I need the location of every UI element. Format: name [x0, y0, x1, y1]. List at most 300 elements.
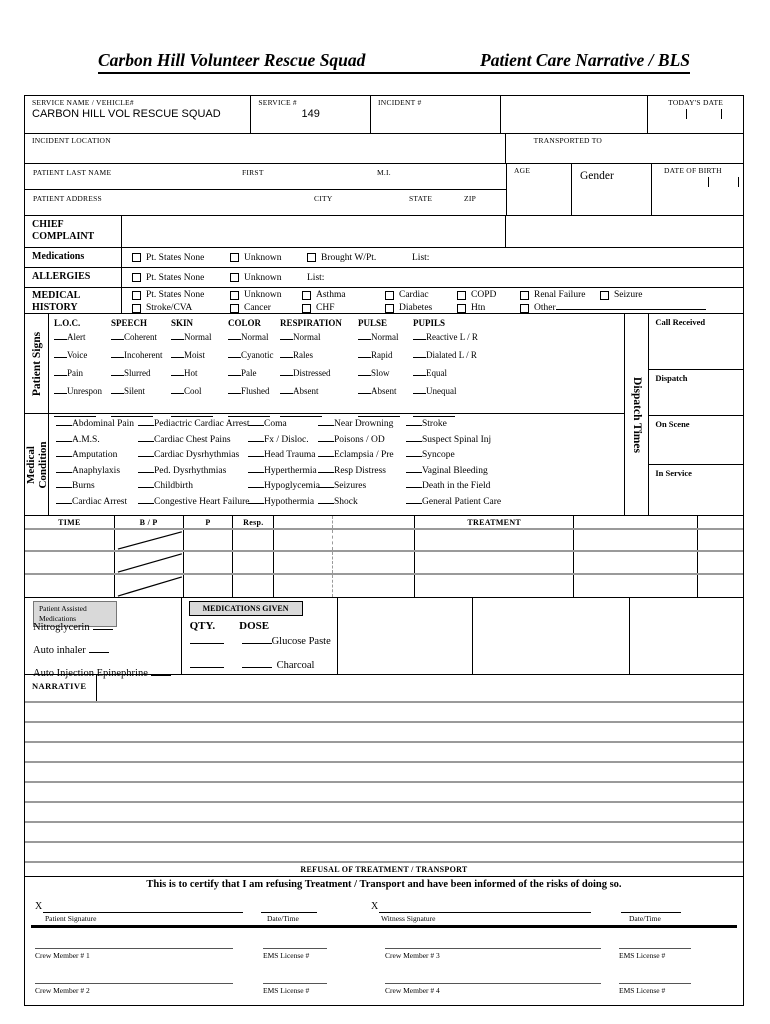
condition-option-label: Shock — [334, 496, 358, 507]
checkbox-icon[interactable] — [132, 291, 141, 300]
blank-line[interactable] — [280, 373, 293, 376]
condition-option[interactable] — [56, 466, 138, 482]
blank-line[interactable] — [228, 337, 241, 340]
blank-cell[interactable] — [333, 530, 415, 550]
transported-to-field[interactable] — [506, 134, 743, 163]
medical-history-option[interactable] — [600, 290, 643, 300]
age-field[interactable] — [507, 164, 572, 215]
condition-option[interactable] — [406, 435, 624, 451]
ems-license-line[interactable] — [619, 983, 691, 984]
blank-line[interactable] — [248, 485, 264, 488]
blank-line[interactable] — [318, 470, 334, 473]
dispatch-time-box[interactable] — [649, 314, 743, 370]
service-number-value: 149 — [301, 108, 320, 120]
incident-location-label: INCIDENT LOCATION — [32, 136, 111, 145]
blank-line[interactable] — [413, 355, 426, 358]
sign-option[interactable] — [54, 350, 111, 368]
sign-option[interactable] — [358, 386, 413, 404]
allergies-list-label: List: — [307, 272, 325, 283]
sign-option[interactable] — [54, 368, 111, 386]
blank-line[interactable] — [406, 470, 422, 473]
checkbox-icon[interactable] — [600, 291, 609, 300]
condition-option[interactable] — [406, 497, 624, 513]
medications-option-label: Unknown — [244, 252, 282, 263]
condition-option[interactable] — [248, 481, 318, 497]
condition-option[interactable] — [318, 435, 406, 451]
condition-option-label: Hyperthermia — [264, 465, 317, 476]
blank-cell[interactable] — [274, 575, 333, 597]
date-time-label: Date/Time — [629, 914, 661, 923]
checkbox-icon[interactable] — [307, 253, 316, 262]
patient-name-address — [25, 164, 507, 215]
condition-option[interactable] — [138, 450, 248, 466]
blank-line[interactable] — [318, 423, 334, 426]
blank-line[interactable] — [138, 423, 154, 426]
condition-option[interactable] — [138, 497, 248, 513]
patient-assisted-medications-label: Patient Assisted Medications — [33, 601, 117, 627]
checkbox-icon[interactable] — [385, 304, 394, 313]
blank-line[interactable] — [406, 485, 422, 488]
narrative-line[interactable] — [25, 823, 743, 843]
sign-option-label: Silent — [124, 386, 146, 396]
medical-history-option-other[interactable] — [520, 303, 706, 313]
blank-line[interactable] — [242, 665, 272, 668]
pulse-cell[interactable] — [184, 575, 234, 597]
checkbox-icon[interactable] — [457, 304, 466, 313]
blank-line[interactable] — [138, 501, 154, 504]
medical-history-option[interactable] — [302, 303, 385, 313]
sign-option[interactable] — [413, 332, 624, 350]
bp-cell[interactable] — [115, 575, 184, 597]
condition-option[interactable] — [56, 497, 138, 513]
blank-line[interactable] — [89, 650, 109, 653]
checkbox-icon[interactable] — [132, 253, 141, 262]
blank-cell[interactable] — [574, 575, 698, 597]
blank-line[interactable] — [171, 355, 184, 358]
medical-history-option[interactable] — [230, 290, 302, 300]
resp-cell[interactable] — [233, 575, 274, 597]
blank-line[interactable] — [111, 355, 124, 358]
bp-cell[interactable] — [115, 552, 184, 573]
assisted-med-option[interactable] — [25, 622, 181, 645]
blank-line[interactable] — [248, 439, 264, 442]
blank-line[interactable] — [358, 373, 371, 376]
dispatch-time-box[interactable] — [649, 465, 743, 515]
blank-cell[interactable] — [630, 598, 743, 674]
blank-cell[interactable] — [338, 598, 473, 674]
gender-field[interactable] — [572, 164, 652, 215]
condition-option[interactable] — [248, 419, 318, 435]
condition-option[interactable] — [138, 419, 248, 435]
checkbox-icon[interactable] — [457, 291, 466, 300]
incident-number-field[interactable] — [371, 96, 501, 133]
condition-column-4 — [318, 419, 406, 515]
glucose-paste-row[interactable] — [190, 636, 331, 647]
treatment-cell[interactable] — [415, 530, 575, 550]
condition-option-label: Cardiac Chest Pains — [154, 434, 231, 445]
crew-member-1-line[interactable] — [35, 948, 233, 949]
blank-line[interactable] — [358, 391, 371, 394]
blank-line[interactable] — [151, 673, 171, 676]
blank-cell[interactable] — [574, 552, 698, 573]
condition-option[interactable] — [406, 450, 624, 466]
sign-option-label: Distressed — [293, 368, 331, 378]
blank-line[interactable] — [556, 307, 706, 310]
blank-cell[interactable] — [698, 575, 743, 597]
sign-option[interactable] — [111, 332, 171, 350]
condition-option-label: A.M.S. — [72, 434, 100, 445]
sign-option[interactable] — [111, 350, 171, 368]
blank-line[interactable] — [190, 665, 224, 668]
skin-header: SKIN — [171, 318, 194, 328]
sign-option[interactable] — [413, 368, 624, 386]
condition-option[interactable] — [248, 497, 318, 513]
blank-line[interactable] — [56, 423, 72, 426]
dispatch-time-box-label: On Scene — [655, 419, 690, 429]
sign-option[interactable] — [171, 350, 228, 368]
narrative-line[interactable] — [25, 743, 743, 763]
sign-option[interactable] — [228, 350, 280, 368]
checkbox-icon[interactable] — [132, 273, 141, 282]
crew-section — [25, 928, 743, 1005]
sign-option[interactable] — [171, 332, 228, 350]
chief-complaint-row — [25, 216, 743, 248]
narrative-line[interactable] — [25, 843, 743, 863]
condition-option[interactable] — [56, 450, 138, 466]
medical-history-option[interactable] — [385, 290, 457, 300]
date-separator-tick — [708, 177, 709, 187]
blank-line[interactable] — [318, 485, 334, 488]
condition-option[interactable] — [406, 481, 624, 497]
patient-care-form — [24, 95, 744, 1006]
blank-line[interactable] — [138, 485, 154, 488]
ems-license-line[interactable] — [619, 948, 691, 949]
sign-option-label: Rapid — [371, 350, 393, 360]
blank-line[interactable] — [228, 373, 241, 376]
patient-assisted-medications — [25, 598, 182, 679]
witness-signature-line[interactable] — [379, 912, 591, 913]
blank-line[interactable] — [138, 439, 154, 442]
loc-column — [54, 318, 111, 413]
blank-line[interactable] — [54, 337, 67, 340]
ems-license-label: EMS License # — [263, 951, 310, 960]
blank-line[interactable] — [56, 485, 72, 488]
patient-signs-section — [25, 314, 624, 414]
sign-option[interactable] — [171, 368, 228, 386]
resp-cell[interactable] — [233, 552, 274, 573]
pulse-cell[interactable] — [184, 530, 234, 550]
condition-option[interactable] — [138, 466, 248, 482]
blank-line[interactable] — [406, 439, 422, 442]
treatment-cell[interactable] — [415, 575, 575, 597]
city-label: CITY — [314, 194, 333, 203]
sign-option[interactable] — [280, 332, 358, 350]
blank-header-cell[interactable] — [501, 96, 649, 133]
checkbox-icon[interactable] — [520, 304, 529, 313]
dispatch-time-box[interactable] — [649, 370, 743, 416]
medical-history-option-label: Htn — [471, 303, 486, 313]
sign-option[interactable] — [111, 368, 171, 386]
sign-option[interactable] — [358, 350, 413, 368]
crew-member-3-line[interactable] — [385, 948, 601, 949]
date-of-birth-label: DATE OF BIRTH — [664, 166, 722, 175]
condition-option[interactable] — [248, 466, 318, 482]
color-column — [228, 318, 280, 413]
condition-option[interactable] — [318, 419, 406, 435]
medical-history-option[interactable] — [457, 290, 520, 300]
sign-option[interactable] — [413, 386, 624, 404]
blank-line[interactable] — [138, 470, 154, 473]
checkbox-icon[interactable] — [302, 291, 311, 300]
blank-line[interactable] — [406, 501, 422, 504]
allergies-option[interactable] — [132, 273, 230, 283]
vitals-row — [25, 552, 743, 575]
crew-member-1-label: Crew Member # 1 — [35, 951, 90, 960]
zip-label: ZIP — [464, 194, 476, 203]
blank-line[interactable] — [406, 423, 422, 426]
blank-cell[interactable] — [333, 575, 415, 597]
blank-cell[interactable] — [274, 530, 333, 550]
sign-option[interactable] — [54, 386, 111, 404]
condition-option[interactable] — [56, 435, 138, 451]
blank-line[interactable] — [138, 454, 154, 457]
sign-option[interactable] — [228, 332, 280, 350]
date-time-line[interactable] — [621, 912, 681, 913]
blank-line[interactable] — [56, 470, 72, 473]
blank-line[interactable] — [54, 391, 67, 394]
sign-option[interactable] — [228, 386, 280, 404]
condition-option[interactable] — [318, 497, 406, 513]
incident-location-field[interactable] — [25, 134, 506, 163]
condition-option[interactable] — [318, 450, 406, 466]
medical-history-option[interactable] — [230, 303, 302, 313]
medical-history-option-label: CHF — [316, 303, 335, 313]
x-mark: X — [35, 901, 43, 912]
medical-condition-strip — [25, 414, 49, 515]
patient-signature-line[interactable] — [43, 912, 243, 913]
blank-line[interactable] — [318, 454, 334, 457]
medical-history-option-label: Renal Failure — [534, 290, 586, 300]
condition-option-label: Childbirth — [154, 481, 194, 491]
blank-line[interactable] — [280, 337, 293, 340]
checkbox-icon[interactable] — [132, 304, 141, 313]
blank-line[interactable] — [56, 439, 72, 442]
condition-option[interactable] — [318, 466, 406, 482]
dispatch-time-box[interactable] — [649, 416, 743, 465]
narrative-first-line[interactable] — [97, 675, 743, 701]
time-cell[interactable] — [25, 575, 115, 597]
blank-line[interactable] — [358, 337, 371, 340]
narrative-line[interactable] — [25, 783, 743, 803]
date-time-label: Date/Time — [267, 914, 299, 923]
blank-line[interactable] — [171, 391, 184, 394]
medical-history-option[interactable] — [132, 303, 230, 313]
todays-date-field[interactable] — [648, 96, 743, 133]
bp-header: B / P — [115, 516, 184, 528]
condition-option[interactable] — [318, 481, 406, 497]
condition-option[interactable] — [56, 419, 138, 435]
allergies-option[interactable] — [230, 273, 307, 283]
blank-line[interactable] — [406, 454, 422, 457]
blank-line[interactable] — [111, 373, 124, 376]
blank-line[interactable] — [248, 423, 264, 426]
chief-complaint-extra-cell[interactable] — [506, 216, 743, 247]
medical-history-option[interactable] — [385, 303, 457, 313]
blank-line[interactable] — [318, 439, 334, 442]
medications-option-label: Brought W/Pt. — [321, 252, 377, 263]
sign-option[interactable] — [280, 350, 358, 368]
medications-option[interactable] — [230, 253, 307, 263]
blank-line[interactable] — [111, 337, 124, 340]
chief-complaint-field[interactable] — [122, 216, 506, 247]
sign-option[interactable] — [171, 386, 228, 404]
checkbox-icon[interactable] — [230, 273, 239, 282]
blank-line[interactable] — [190, 641, 224, 644]
blank-header — [333, 516, 415, 528]
blank-line[interactable] — [248, 501, 264, 504]
charcoal-row[interactable] — [190, 660, 315, 671]
checkbox-icon[interactable] — [230, 304, 239, 313]
medical-history-option[interactable] — [302, 290, 385, 300]
condition-option[interactable] — [248, 450, 318, 466]
bp-diagonal-line — [115, 552, 183, 573]
condition-option-label: Amputation — [72, 450, 118, 460]
blank-line[interactable] — [54, 355, 67, 358]
time-cell[interactable] — [25, 530, 115, 550]
sign-option[interactable] — [280, 368, 358, 386]
blank-line[interactable] — [228, 355, 241, 358]
allergies-row — [25, 268, 743, 288]
medical-history-option[interactable] — [132, 290, 230, 300]
medications-option[interactable] — [132, 253, 230, 263]
date-separator-tick — [738, 177, 739, 187]
narrative-line[interactable] — [25, 803, 743, 823]
sign-option[interactable] — [358, 332, 413, 350]
narrative-line[interactable] — [25, 723, 743, 743]
blank-cell[interactable] — [473, 598, 631, 674]
blank-line[interactable] — [413, 391, 426, 394]
transported-to-label: TRANSPORTED TO — [533, 136, 603, 145]
patient-name-field[interactable] — [25, 164, 506, 190]
sign-option[interactable] — [280, 386, 358, 404]
sign-option[interactable] — [413, 350, 624, 368]
medical-history-label-cell — [25, 288, 122, 313]
blank-line[interactable] — [248, 470, 264, 473]
checkbox-icon[interactable] — [385, 291, 394, 300]
medical-history-option-label: Seizure — [614, 290, 643, 300]
ems-license-label: EMS License # — [619, 951, 666, 960]
blank-line[interactable] — [280, 355, 293, 358]
blank-line[interactable] — [111, 391, 124, 394]
refusal-signatures — [25, 893, 743, 925]
speech-header: SPEECH — [111, 318, 148, 328]
condition-option[interactable] — [406, 466, 624, 482]
ems-license-label: EMS License # — [263, 986, 310, 995]
pupils-header: PUPILS — [413, 318, 446, 328]
blank-line[interactable] — [318, 501, 334, 504]
crew-member-2-line[interactable] — [35, 983, 233, 984]
condition-option[interactable] — [56, 481, 138, 497]
blank-line[interactable] — [56, 454, 72, 457]
blank-cell[interactable] — [574, 530, 698, 550]
blank-line[interactable] — [56, 501, 72, 504]
medical-history-option[interactable] — [520, 290, 600, 300]
refusal-header: REFUSAL OF TREATMENT / TRANSPORT — [25, 863, 743, 877]
condition-option-label: Suspect Spinal Inj — [422, 434, 492, 445]
condition-option[interactable] — [248, 435, 318, 451]
blank-line[interactable] — [413, 373, 426, 376]
blank-line[interactable] — [248, 454, 264, 457]
blank-line[interactable] — [413, 337, 426, 340]
date-of-birth-field[interactable] — [652, 164, 743, 215]
blank-line[interactable] — [358, 355, 371, 358]
sign-option[interactable] — [111, 386, 171, 404]
blank-line[interactable] — [242, 641, 272, 644]
checkbox-icon[interactable] — [520, 291, 529, 300]
blank-line[interactable] — [228, 391, 241, 394]
assisted-med-option[interactable] — [25, 668, 181, 691]
blank-line[interactable] — [54, 373, 67, 376]
narrative-line[interactable] — [25, 763, 743, 783]
sign-option-label: Unequal — [426, 386, 457, 396]
vitals-row — [25, 575, 743, 598]
service-number-field[interactable] — [251, 96, 371, 133]
assisted-med-option[interactable] — [25, 645, 181, 668]
checkbox-icon[interactable] — [302, 304, 311, 313]
sign-option[interactable] — [358, 368, 413, 386]
patient-info-rows — [25, 164, 743, 216]
blank-line[interactable] — [93, 627, 113, 630]
assisted-med-option-label: Nitroglycerin — [33, 622, 90, 633]
age-label: AGE — [514, 166, 531, 175]
sign-option-label: Normal — [241, 332, 269, 342]
blank-line[interactable] — [280, 391, 293, 394]
crew-member-4-line[interactable] — [385, 983, 601, 984]
blank-line[interactable] — [171, 373, 184, 376]
service-name-field[interactable] — [25, 96, 251, 133]
charcoal-label: Charcoal — [276, 660, 315, 671]
condition-option-label: Resp Distress — [334, 465, 386, 476]
narrative-line[interactable] — [25, 703, 743, 723]
blank-cell[interactable] — [698, 530, 743, 550]
patient-address-field[interactable] — [25, 190, 506, 215]
ems-license-line[interactable] — [263, 948, 327, 949]
crew-member-2-label: Crew Member # 2 — [35, 986, 90, 995]
sign-option[interactable] — [54, 332, 111, 350]
condition-option[interactable] — [138, 435, 248, 451]
treatment-cell[interactable] — [415, 552, 575, 573]
resp-cell[interactable] — [233, 530, 274, 550]
medical-history-option[interactable] — [457, 303, 520, 313]
medications-option-label: Pt. States None — [146, 252, 205, 263]
condition-option[interactable] — [406, 419, 624, 435]
bp-diagonal-line — [115, 575, 183, 597]
date-time-line[interactable] — [261, 912, 317, 913]
blank-cell[interactable] — [333, 552, 415, 573]
time-cell[interactable] — [25, 552, 115, 573]
checkbox-icon[interactable] — [230, 291, 239, 300]
blank-cell[interactable] — [274, 552, 333, 573]
medications-option[interactable] — [307, 253, 412, 263]
pulse-cell[interactable] — [184, 552, 234, 573]
ems-license-line[interactable] — [263, 983, 327, 984]
blank-cell[interactable] — [698, 552, 743, 573]
blank-line[interactable] — [171, 337, 184, 340]
bp-cell[interactable] — [115, 530, 184, 550]
condition-option[interactable] — [138, 481, 248, 497]
checkbox-icon[interactable] — [230, 253, 239, 262]
sign-option[interactable] — [228, 368, 280, 386]
